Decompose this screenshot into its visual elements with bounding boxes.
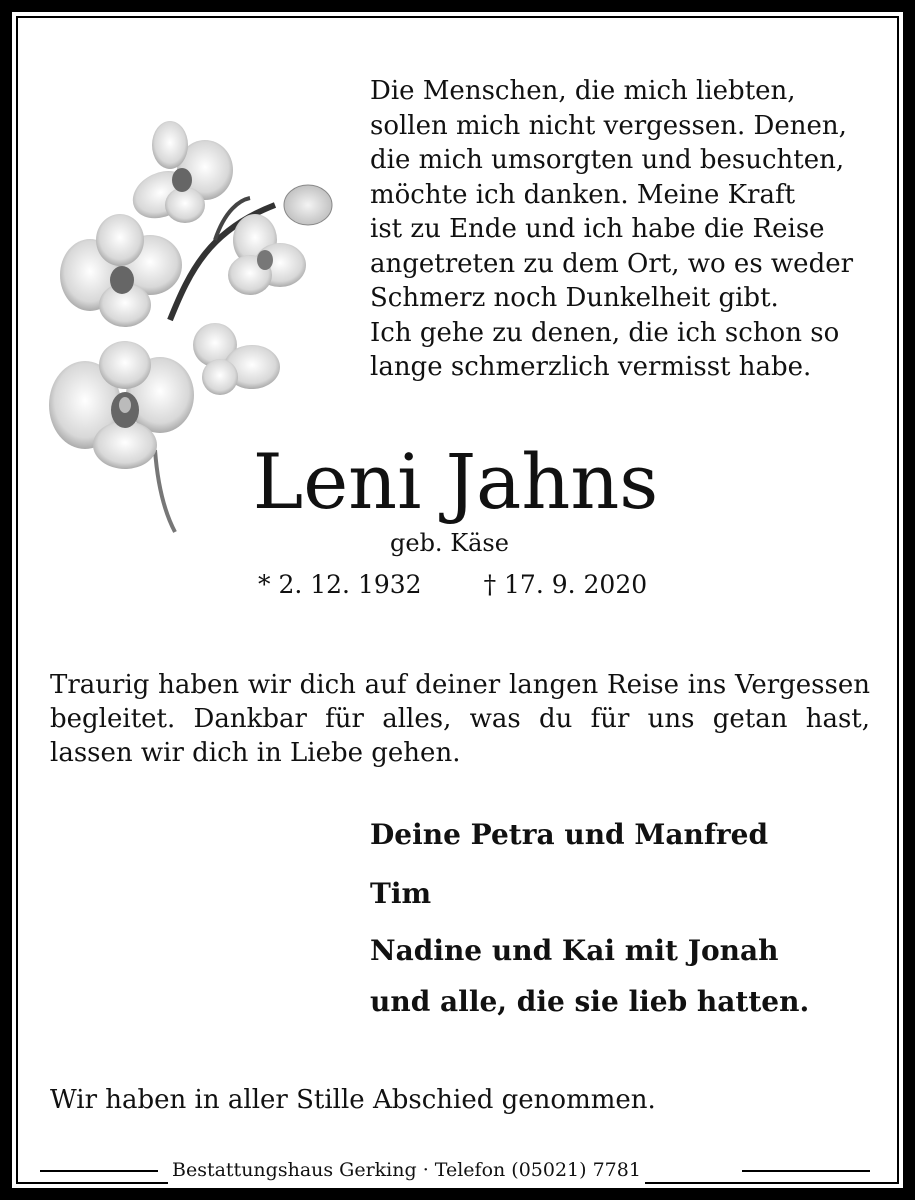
signer: und alle, die sie lieb hatten. — [370, 985, 810, 1018]
poem-line: Schmerz noch Dunkelheit gibt. — [370, 283, 779, 313]
death-date: † 17. 9. 2020 — [483, 570, 648, 599]
poem-line: ist zu Ende und ich habe die Reise — [370, 214, 825, 244]
poem-line: angetreten zu dem Ort, wo es weder — [370, 248, 854, 279]
poem-line: Die Menschen, die mich liebten, — [370, 76, 796, 106]
signer: Deine Petra und Manfred — [370, 818, 769, 851]
poem-line: Ich gehe zu denen, die ich schon so — [370, 317, 840, 348]
funeral-home-footer: Bestattungshaus Gerking · Telefon (05021) 7781 — [168, 1156, 645, 1184]
poem-line: sollen mich nicht vergessen. Denen, — [370, 110, 847, 141]
poem-line: lange schmerzlich vermisst habe. — [370, 352, 812, 382]
mourning-text — [50, 668, 870, 770]
deceased-name-text: Leni Jahns — [252, 437, 659, 526]
poem — [370, 74, 890, 385]
birth-date: * 2. 12. 1932 — [258, 570, 422, 599]
poem-line: die mich umsorgten und besuchten, — [370, 145, 845, 175]
mourning-line: Traurig haben wir dich auf deiner langen Reise ins Vergessen — [50, 670, 870, 700]
poem-line: möchte ich danken. Meine Kraft — [370, 179, 796, 210]
mourning-line: begleitet. Dankbar für alles, was du für uns getan hast, — [50, 704, 870, 734]
signer: Nadine und Kai mit Jonah — [370, 934, 779, 967]
mourning-line: lassen wir dich in Liebe gehen. — [50, 738, 461, 768]
signer: Tim — [370, 877, 432, 910]
farewell-note: Wir haben in aller Stille Abschied genommen. — [50, 1085, 656, 1115]
maiden-name: geb. Käse — [390, 529, 509, 557]
life-dates — [258, 567, 647, 603]
deceased-name — [0, 437, 915, 527]
